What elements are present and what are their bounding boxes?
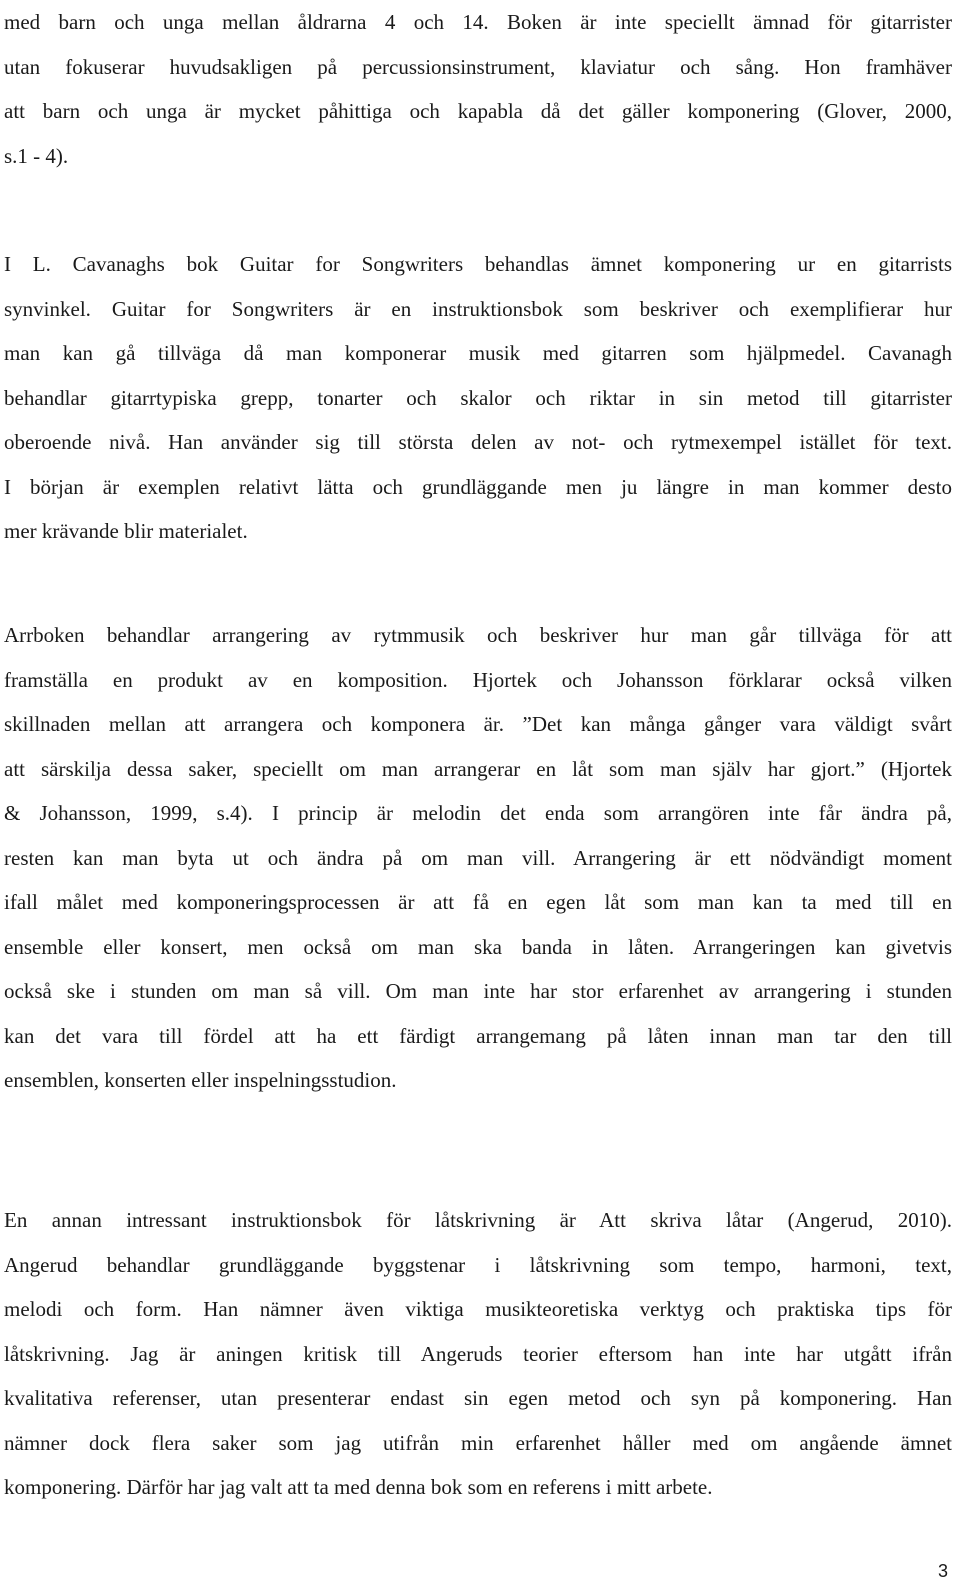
text-line: att barn och unga är mycket påhittiga och kapabla då det gäller komponering (Glover, 2000, xyxy=(4,99,952,123)
paragraph-glover-summary xyxy=(4,0,952,178)
text-line: utan fokuserar huvudsakligen på percussionsinstrument, klaviatur och sång. Hon framhäver xyxy=(4,54,952,79)
text-line: ifall målet med komponeringsprocessen är att få en egen låt som man kan ta med till en xyxy=(4,890,952,914)
text-line: framställa en produkt av en komposition. Hjortek och Johansson förklarar också vilken xyxy=(4,667,952,692)
page-number: 3 xyxy=(937,1561,948,1581)
text-line: kan det vara till fördel att ha ett färdigt arrangemang på låten innan man tar den till xyxy=(4,1023,952,1048)
text-line: synvinkel. Guitar for Songwriters är en instruktionsbok som beskriver och exemplifierar hur xyxy=(4,296,952,321)
text-line: En annan intressant instruktionsbok för låtskrivning är Att skriva låtar (Angerud, 2010). xyxy=(4,1208,952,1232)
text-line: man kan gå tillväga då man komponerar musik med gitarren som hjälpmedel. Cavanagh xyxy=(4,341,952,365)
text-line: I början är exemplen relativt lätta och grundläggande men ju längre in man kommer desto xyxy=(4,474,952,499)
text-line: låtskrivning. Jag är aningen kritisk till Angeruds teorier eftersom han inte har utgått ifrån xyxy=(4,1341,952,1366)
text-line: nämner dock flera saker som jag utifrån min erfarenhet håller med om angående ämnet xyxy=(4,1430,952,1455)
text-line: melodi och form. Han nämner även viktiga musikteoretiska verktyg och praktiska tips för xyxy=(4,1297,952,1321)
paragraph-cavanagh xyxy=(4,242,952,554)
text-line: skillnaden mellan att arrangera och komponera är. ”Det kan många gånger vara väldigt svårt xyxy=(4,712,952,736)
text-line: oberoende nivå. Han använder sig till största delen av not- och rytmexempel istället för text. xyxy=(4,430,952,454)
text-line: mer krävande blir materialet. xyxy=(4,519,248,543)
text-line: ensemblen, konserten eller inspelningsstudion. xyxy=(4,1068,397,1092)
text-line: att särskilja dessa saker, speciellt om man arrangerar en låt som man själv har gjort.” (Hjortek xyxy=(4,756,952,781)
text-line: I L. Cavanaghs bok Guitar for Songwriters behandlas ämnet komponering ur en gitarrists xyxy=(4,252,952,276)
text-line: Angerud behandlar grundläggande byggstenar i låtskrivning som tempo, harmoni, text, xyxy=(4,1252,952,1277)
text-line: Arrboken behandlar arrangering av rytmmusik och beskriver hur man går tillväga för att xyxy=(4,623,952,647)
text-line: komponering. Därför har jag valt att ta med denna bok som en referens i mitt arbete. xyxy=(4,1475,713,1499)
paragraph-angerud xyxy=(4,1198,952,1510)
text-line: med barn och unga mellan åldrarna 4 och 14. Boken är inte speciellt ämnad för gitarrister xyxy=(4,10,952,34)
paragraph-arrboken xyxy=(4,613,952,1103)
text-line: behandlar gitarrtypiska grepp, tonarter och skalor och riktar in sin metod till gitarrister xyxy=(4,385,952,410)
text-line: s.1 - 4). xyxy=(4,143,69,168)
text-line: ensemble eller konsert, men också om man ska banda in låten. Arrangeringen kan givetvis xyxy=(4,934,952,959)
text-line: också ske i stunden om man så vill. Om man inte har stor erfarenhet av arrangering i stunden xyxy=(4,979,952,1003)
text-line: & Johansson, 1999, s.4). I princip är melodin det enda som arrangören inte får ändra på, xyxy=(4,801,952,825)
text-line: resten kan man byta ut och ändra på om man vill. Arrangering är ett nödvändigt moment xyxy=(4,845,952,870)
text-line: kvalitativa referenser, utan presenterar endast sin egen metod och syn på komponering. Han xyxy=(4,1386,952,1410)
